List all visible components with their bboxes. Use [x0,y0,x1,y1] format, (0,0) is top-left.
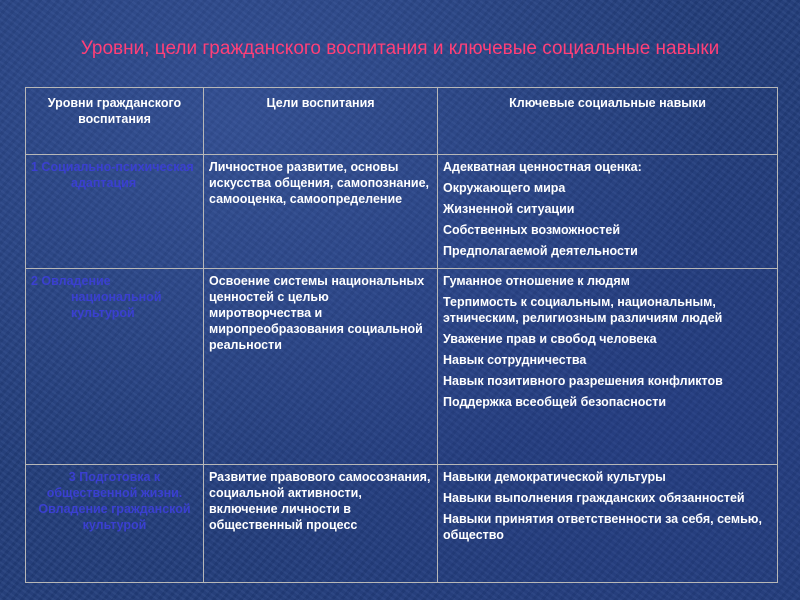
level-label: 2 Овладение национальной культурой [31,274,162,320]
skill-item: Жизненной ситуации [443,202,575,216]
level-label: 3 Подготовка к общественной жизни. Овладение гражданской культурой [38,470,191,532]
skill-item: Уважение прав и свобод человека [443,332,657,346]
header-levels: Уровни гражданского воспитания [26,88,204,155]
table-row [26,155,778,269]
skill-item: Навык позитивного разрешения конфликтов [443,374,723,388]
goal-cell: Освоение системы национальных ценностей с целью миротворчества и миропреобразования социальной реальности [204,269,438,465]
slide-title: Уровни, цели гражданского воспитания и ключевые социальные навыки [80,38,720,59]
civic-education-table [25,87,778,583]
table-header-row [26,88,778,155]
skill-item: Навыки принятия ответственности за себя, семью, общество [443,512,762,542]
skill-item: Предполагаемой деятельности [443,244,638,258]
level-cell [26,465,204,583]
skill-item: Поддержка всеобщей безопасности [443,395,667,409]
goal-cell: Развитие правового самосознания, социальной активности, включение личности в общественный процесс [204,465,438,583]
skill-item: Адекватная ценностная оценка: [443,160,642,174]
goal-cell: Личностное развитие, основы искусства общения, самопознание, самооценка, самоопределение [204,155,438,269]
skill-item: Навыки выполнения гражданских обязанностей [443,491,745,505]
skill-item: Терпимость к социальным, национальным, этническим, религиозным различиям людей [443,295,723,325]
skills-cell [438,155,778,269]
level-label: 1 Социально-психическая адаптация [31,160,194,190]
header-goals: Цели воспитания [204,88,438,155]
skill-item: Гуманное отношение к людям [443,274,630,288]
skills-cell [438,465,778,583]
skill-item: Навыки демократической культуры [443,470,666,484]
skill-item: Навык сотрудничества [443,353,587,367]
skill-item: Собственных возможностей [443,223,621,237]
skill-item: Окружающего мира [443,181,566,195]
header-skills: Ключевые социальные навыки [438,88,778,155]
level-cell [26,155,204,269]
table-row [26,269,778,465]
table-row [26,465,778,583]
level-cell [26,269,204,465]
skills-cell [438,269,778,465]
